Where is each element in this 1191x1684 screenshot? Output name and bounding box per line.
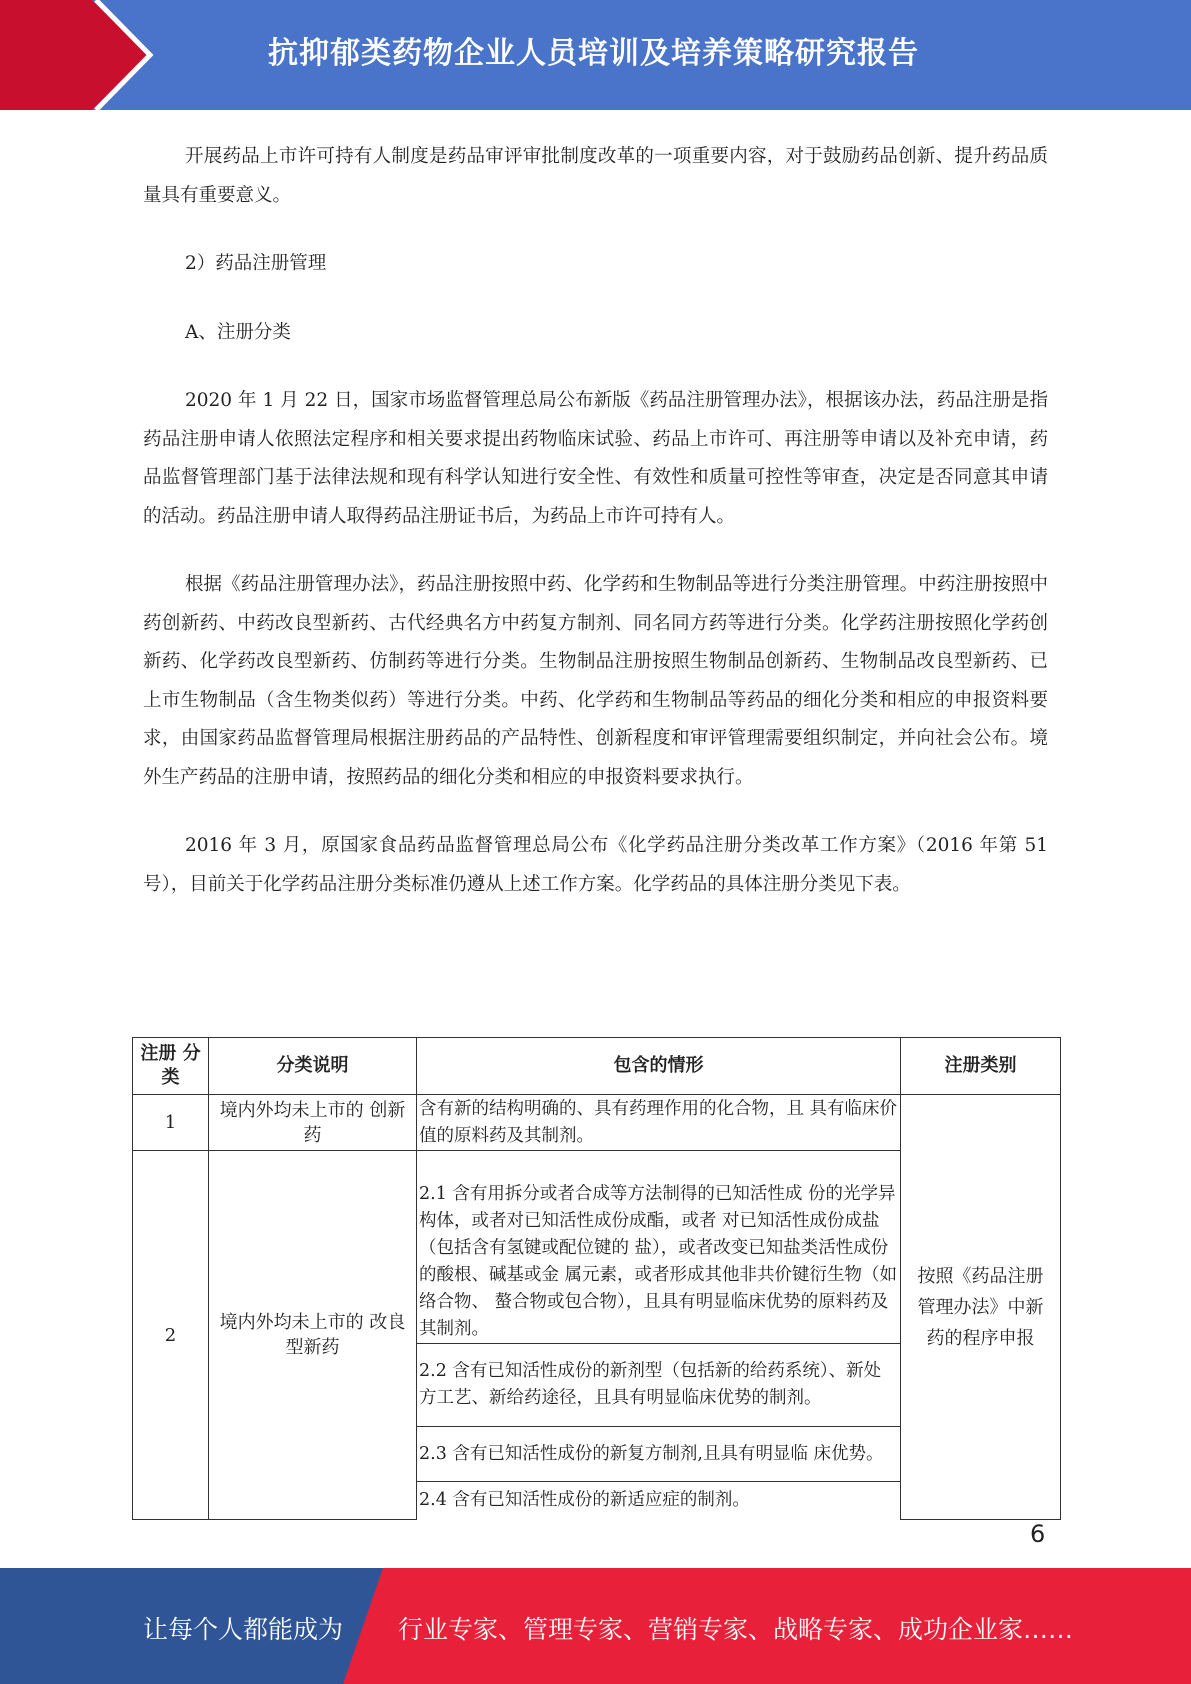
report-title: 抗抑郁类药物企业人员培训及培养策略研究报告: [268, 36, 919, 71]
row1-case: 含有新的结构明确的、具有药理作用的化合物，且 具有临床价值的原料药及其制剂。: [417, 1095, 901, 1151]
row2-case-2: 2.2 含有已知活性成份的新剂型（包括新的给药系统）、新处方工艺、新给药途径，且具有明显临床优势的制剂。: [417, 1344, 901, 1427]
paragraph-3: 根据《药品注册管理办法》，药品注册按照中药、化学药和生物制品等进行分类注册管理。中药注册按照中药创新药、中药改良型新药、古代经典名方中药复方制剂、同名同方药等进行分类。化学药注册按照化学药创新药、化学药改良型新药、仿制药等进行分类。生物制品注册按照生物制品创新药、生物制品改良型新药、已上市生物制品（含生物类似药）等进行分类。中药、化学药和生物制品等药品的细化分类和相应的申报资料要求，由国家药品监督管理局根据注册药品的产品特性、创新程度和审评管理需要组织制定，并向社会公布。境外生产药品的注册申请，按照药品的细化分类和相应的申报资料要求执行。: [143, 574, 1048, 788]
body-text: [143, 138, 1048, 904]
header-description: 分类说明: [209, 1038, 417, 1095]
page-footer: [0, 1568, 1191, 1684]
header-category: 注册 分类: [133, 1038, 209, 1095]
header-registration-type: 注册类别: [901, 1038, 1061, 1095]
paragraph-4: 2016 年 3 月，原国家食品药品监督管理总局公布《化学药品注册分类改革工作方案》（2016 年第 51 号），目前关于化学药品注册分类标准仍遵从上述工作方案。化学药品的具体注册分类见下表。: [143, 835, 1048, 895]
row1-category: 1: [133, 1095, 209, 1151]
paragraph-1: 开展药品上市许可持有人制度是药品审评审批制度改革的一项重要内容，对于鼓励药品创新、提升药品质量具有重要意义。: [143, 146, 1048, 206]
row2-description: 境内外均未上市的 改良型新药: [209, 1151, 417, 1520]
registration-type-cell: 按照《药品注册管理办法》中新药的程序申报: [901, 1095, 1061, 1520]
subsection-heading: A、注册分类: [185, 321, 291, 343]
row2-category: 2: [133, 1151, 209, 1520]
header-cases: 包含的情形: [417, 1038, 901, 1095]
row2-case-4: 2.4 含有已知活性成份的新适应症的制剂。: [417, 1482, 901, 1520]
table-row: [133, 1095, 1061, 1151]
header-arrow-decoration: [0, 0, 160, 110]
row1-description: 境内外均未上市的 创新药: [209, 1095, 417, 1151]
page-header: [0, 0, 1191, 110]
registration-table: [132, 1037, 1061, 1520]
footer-slogan-right: 行业专家、管理专家、营销专家、战略专家、成功企业家……: [398, 1615, 1074, 1644]
footer-slogan-left: 让每个人都能成为: [143, 1615, 344, 1644]
row2-case-3: 2.3 含有已知活性成份的新复方制剂,且具有明显临 床优势。: [417, 1427, 901, 1482]
row2-case-1: 2.1 含有用拆分或者合成等方法制得的已知活性成 份的光学异构体，或者对已知活性成份成酯，或者 对已知活性成份成盐（包括含有氢键或配位键的 盐），或者改变已知盐类活性成份的酸根、碱基或金 属元素，或者形成其他非共价键衍生物（如络合物、 螯合物或包合物），且具有明显临床优势的原料药及 其制剂。: [417, 1151, 901, 1344]
paragraph-2: 2020 年 1 月 22 日，国家市场监督管理总局公布新版《药品注册管理办法》，根据该办法，药品注册是指药品注册申请人依照法定程序和相关要求提出药物临床试验、药品上市许可、再注册等申请以及补充申请，药品监督管理部门基于法律法规和现有科学认知进行安全性、有效性和质量可控性等审查，决定是否同意其申请的活动。药品注册申请人取得药品注册证书后，为药品上市许可持有人。: [143, 390, 1048, 527]
page-number: 6: [1030, 1520, 1046, 1548]
table-header-row: [133, 1038, 1061, 1095]
section-heading: 2）药品注册管理: [185, 253, 327, 274]
